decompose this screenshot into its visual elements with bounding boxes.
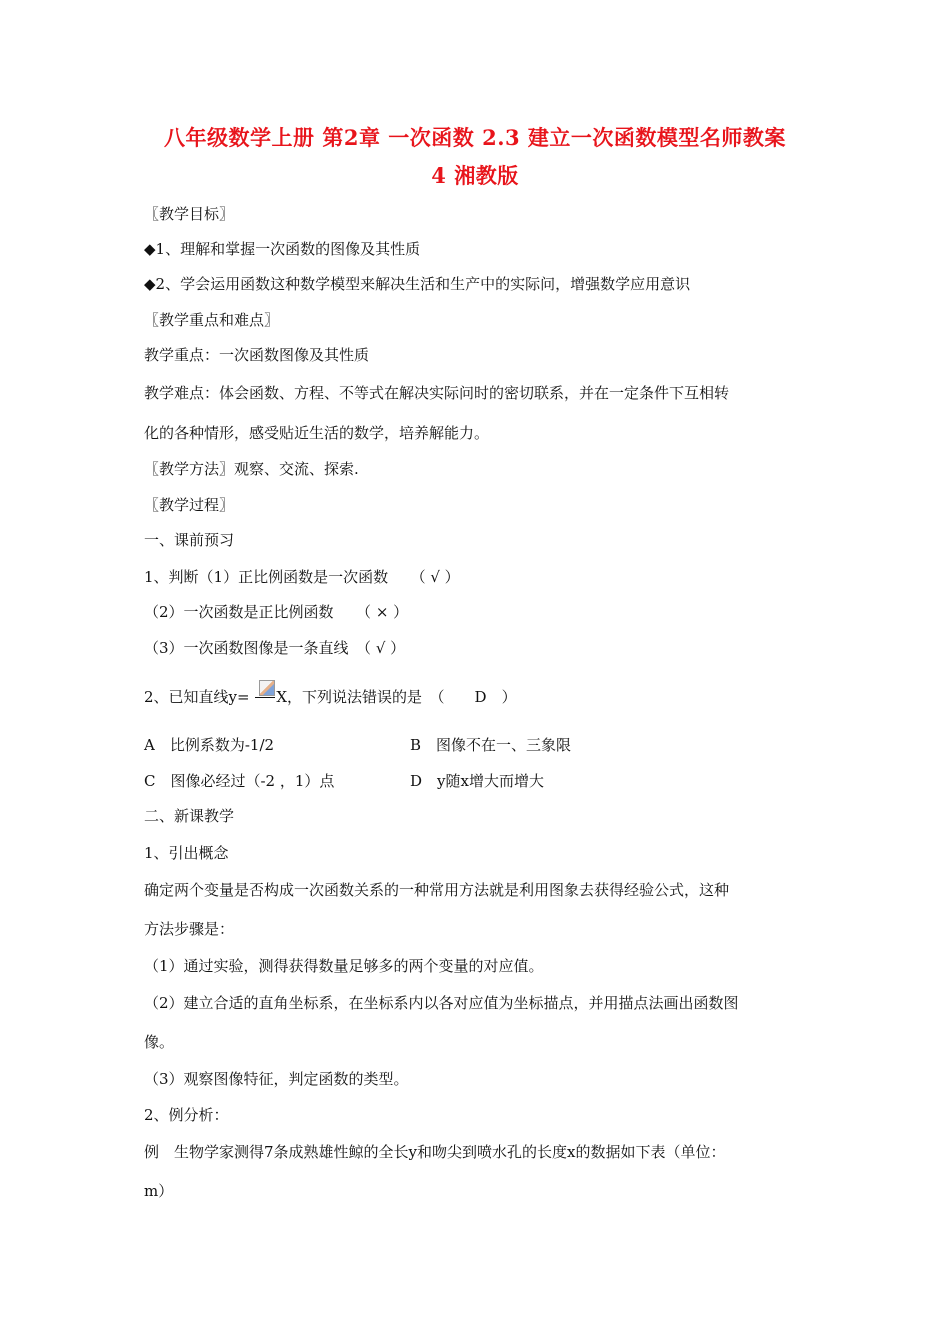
goal-2: ◆2、学会运用函数这种数学模型来解决生活和生产中的实际问，增强数学应用意识 <box>144 275 691 293</box>
example-line-1: 例 生物学家测得7条成熟雄性鲸的全长y和吻尖到喷水孔的长度x的数据如下表（单位： <box>144 1143 726 1161</box>
difficulty-line-2: 化的各种情形，感受贴近生活的数学，培养解能力。 <box>144 424 490 442</box>
question-1-part-3: （3）一次函数图像是一条直线 （ √ ） <box>144 639 406 657</box>
teaching-method: 〖教学方法〗观察、交流、探索. <box>144 460 359 478</box>
keypoints-heading: 〖教学重点和难点〗 <box>144 311 280 329</box>
step-1: （1）通过实验，测得获得数量足够多的两个变量的对应值。 <box>144 957 544 975</box>
example-line-2: m） <box>144 1182 174 1200</box>
section-new-lesson: 二、新课教学 <box>144 807 235 825</box>
option-c: C 图像必经过（-2 ，1）点 <box>144 772 335 790</box>
doc-title-line-2: 4 湘教版 <box>431 163 519 188</box>
doc-title-line-1: 八年级数学上册 第2章 一次函数 2.3 建立一次函数模型名师教案 <box>164 125 786 150</box>
question-1-part-2: （2）一次函数是正比例函数 （ × ） <box>144 603 409 621</box>
goals-heading: 〖教学目标〗 <box>144 205 235 223</box>
option-a: A 比例系数为-1/2 <box>144 736 275 754</box>
step-2-line-1: （2）建立合适的直角坐标系，在坐标系内以各对应值为坐标描点，并用描点法画出函数图 <box>144 994 739 1012</box>
subsection-example: 2、例分析： <box>144 1106 229 1124</box>
fraction-image-icon <box>255 680 275 706</box>
step-2-line-2: 像。 <box>144 1033 175 1051</box>
process-heading: 〖教学过程〗 <box>144 496 235 514</box>
question-2-suffix: X，下列说法错误的是 （ D ） <box>276 688 517 706</box>
section-preview: 一、课前预习 <box>144 531 235 549</box>
concept-line-1: 确定两个变量是否构成一次函数关系的一种常用方法就是利用图象去获得经验公式，这种 <box>144 881 730 899</box>
key-point: 教学重点：一次函数图像及其性质 <box>144 346 370 364</box>
concept-line-2: 方法步骤是： <box>144 920 235 938</box>
option-b: B 图像不在一、三象限 <box>410 736 572 754</box>
question-1: 1、判断（1）正比例函数是一次函数 （ √ ） <box>144 568 460 586</box>
question-2 <box>144 680 517 707</box>
goal-1: ◆1、理解和掌握一次函数的图像及其性质 <box>144 240 421 258</box>
question-2-prefix: 2、已知直线y= <box>144 688 255 706</box>
option-d: D y随x增大而增大 <box>410 772 544 790</box>
difficulty-line-1: 教学难点：体会函数、方程、不等式在解决实际问时的密切联系，并在一定条件下互相转 <box>144 384 730 402</box>
step-3: （3）观察图像特征，判定函数的类型。 <box>144 1070 409 1088</box>
subsection-concept: 1、引出概念 <box>144 844 229 862</box>
